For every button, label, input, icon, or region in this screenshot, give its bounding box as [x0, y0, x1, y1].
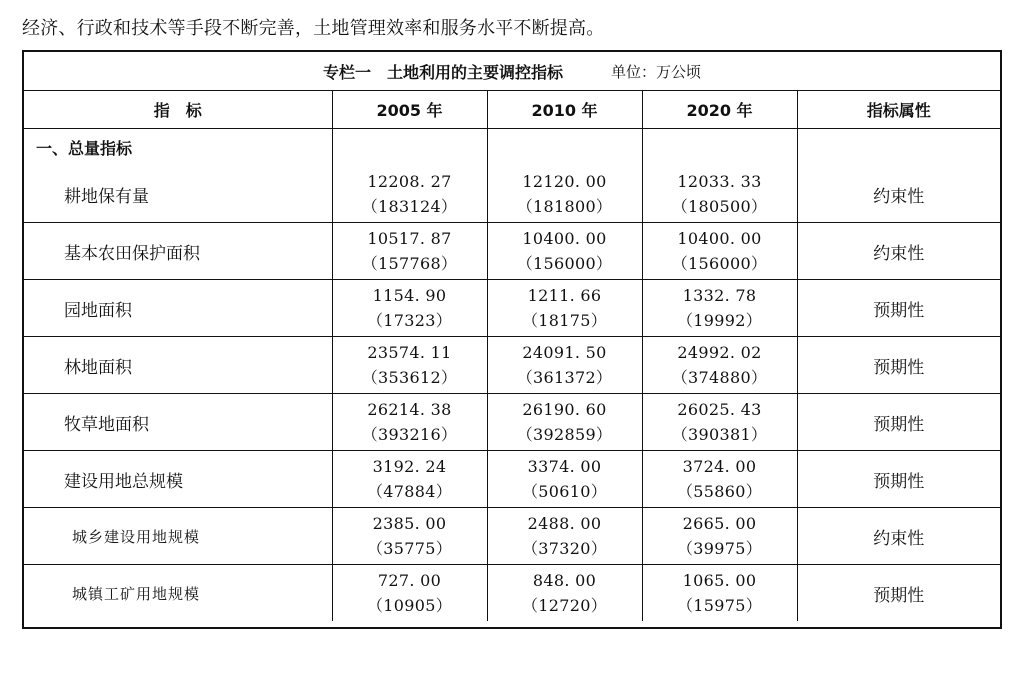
indicator-name: 基本农田保护面积: [24, 223, 332, 280]
value-hectares: 26025. 43: [677, 400, 762, 419]
value-hectares: 12120. 00: [522, 172, 607, 191]
indicator-name: 城镇工矿用地规模: [24, 565, 332, 622]
indicator-attribute: 预期性: [797, 451, 1000, 508]
table-row: [24, 565, 1000, 622]
header-2010: 2010 年: [487, 91, 642, 129]
indicator-attribute: 预期性: [797, 280, 1000, 337]
value-mu: （156000）: [671, 254, 768, 273]
header-2005: 2005 年: [332, 91, 487, 129]
value-cell-2020: [642, 451, 797, 508]
table-title: 专栏一 土地利用的主要调控指标: [322, 62, 563, 82]
value-mu: （18175）: [522, 311, 607, 330]
value-mu: （47884）: [367, 482, 452, 501]
value-mu: （157768）: [361, 254, 458, 273]
value-cell-2005: [332, 223, 487, 280]
table-row: [24, 223, 1000, 280]
indicator-attribute: 约束性: [797, 508, 1000, 565]
indicator-name: 建设用地总规模: [24, 451, 332, 508]
table-row: [24, 394, 1000, 451]
header-attribute: 指标属性: [797, 91, 1000, 129]
indicator-name: 园地面积: [24, 280, 332, 337]
header-2020: 2020 年: [642, 91, 797, 129]
value-cell-2010: [487, 394, 642, 451]
value-mu: （392859）: [516, 425, 613, 444]
value-mu: （181800）: [516, 197, 613, 216]
value-cell-2020: [642, 166, 797, 223]
value-mu: （390381）: [671, 425, 768, 444]
value-cell-2010: [487, 565, 642, 622]
value-cell-2005: [332, 508, 487, 565]
intro-paragraph: 经济、行政和技术等手段不断完善，土地管理效率和服务水平不断提高。: [22, 18, 605, 39]
value-mu: （15975）: [677, 596, 762, 615]
value-mu: （39975）: [677, 539, 762, 558]
value-mu: （55860）: [677, 482, 762, 501]
value-mu: （37320）: [522, 539, 607, 558]
value-cell-2005: [332, 394, 487, 451]
value-cell-2005: [332, 337, 487, 394]
value-cell-2010: [487, 508, 642, 565]
value-cell-2010: [487, 166, 642, 223]
indicator-grid: [24, 91, 1000, 621]
value-cell-2005: [332, 451, 487, 508]
indicator-name: 城乡建设用地规模: [24, 508, 332, 565]
value-mu: （180500）: [671, 197, 768, 216]
value-hectares: 10517. 87: [367, 229, 452, 248]
indicator-attribute: 预期性: [797, 337, 1000, 394]
indicator-name: 林地面积: [24, 337, 332, 394]
table-row: [24, 166, 1000, 223]
value-hectares: 12208. 27: [367, 172, 452, 191]
value-cell-2005: [332, 565, 487, 622]
table-row: [24, 337, 1000, 394]
empty-cell: [487, 129, 642, 167]
header-row: [24, 91, 1000, 129]
table-row: [24, 280, 1000, 337]
value-cell-2020: [642, 280, 797, 337]
value-hectares: 727. 00: [377, 571, 442, 590]
indicator-attribute: 预期性: [797, 394, 1000, 451]
table-row: [24, 451, 1000, 508]
section-row: [24, 129, 1000, 167]
value-hectares: 3724. 00: [682, 457, 757, 476]
indicator-attribute: 约束性: [797, 223, 1000, 280]
value-cell-2020: [642, 508, 797, 565]
value-mu: （353612）: [361, 368, 458, 387]
value-hectares: 12033. 33: [677, 172, 762, 191]
value-hectares: 2665. 00: [682, 514, 757, 533]
value-cell-2010: [487, 451, 642, 508]
value-mu: （12720）: [522, 596, 607, 615]
value-mu: （183124）: [361, 197, 458, 216]
indicator-name: 耕地保有量: [24, 166, 332, 223]
value-hectares: 1154. 90: [372, 286, 447, 305]
value-mu: （35775）: [367, 539, 452, 558]
land-use-indicator-table: [22, 50, 1002, 629]
value-cell-2010: [487, 223, 642, 280]
indicator-name: 牧草地面积: [24, 394, 332, 451]
value-hectares: 2488. 00: [527, 514, 602, 533]
empty-cell: [332, 129, 487, 167]
value-hectares: 10400. 00: [677, 229, 762, 248]
value-cell-2020: [642, 223, 797, 280]
value-mu: （50610）: [522, 482, 607, 501]
value-mu: （361372）: [516, 368, 613, 387]
value-hectares: 1332. 78: [682, 286, 757, 305]
table-caption: [24, 52, 1000, 91]
value-cell-2005: [332, 280, 487, 337]
value-cell-2010: [487, 337, 642, 394]
value-hectares: 26190. 60: [522, 400, 607, 419]
value-mu: （374880）: [671, 368, 768, 387]
empty-cell: [797, 129, 1000, 167]
value-hectares: 24992. 02: [677, 343, 762, 362]
value-hectares: 1065. 00: [682, 571, 757, 590]
value-cell-2010: [487, 280, 642, 337]
header-indicator: 指 标: [24, 91, 332, 129]
section-label: 一、总量指标: [24, 129, 332, 167]
indicator-attribute: 约束性: [797, 166, 1000, 223]
value-hectares: 3374. 00: [527, 457, 602, 476]
value-hectares: 26214. 38: [367, 400, 452, 419]
value-mu: （10905）: [367, 596, 452, 615]
value-cell-2020: [642, 565, 797, 622]
indicator-attribute: 预期性: [873, 585, 925, 606]
value-cell-2020: [642, 394, 797, 451]
value-mu: （156000）: [516, 254, 613, 273]
empty-cell: [642, 129, 797, 167]
value-mu: （17323）: [367, 311, 452, 330]
value-hectares: 23574. 11: [367, 343, 452, 362]
value-hectares: 3192. 24: [372, 457, 447, 476]
value-hectares: 10400. 00: [522, 229, 607, 248]
value-cell-2005: [332, 166, 487, 223]
value-hectares: 2385. 00: [372, 514, 447, 533]
value-mu: （393216）: [361, 425, 458, 444]
data-rows: [24, 166, 1000, 621]
table-row: [24, 508, 1000, 565]
value-hectares: 24091. 50: [522, 343, 607, 362]
value-mu: （19992）: [677, 311, 762, 330]
value-hectares: 848. 00: [532, 571, 597, 590]
value-hectares: 1211. 66: [527, 286, 602, 305]
table-unit: 单位：万公顷: [611, 62, 702, 81]
value-cell-2020: [642, 337, 797, 394]
